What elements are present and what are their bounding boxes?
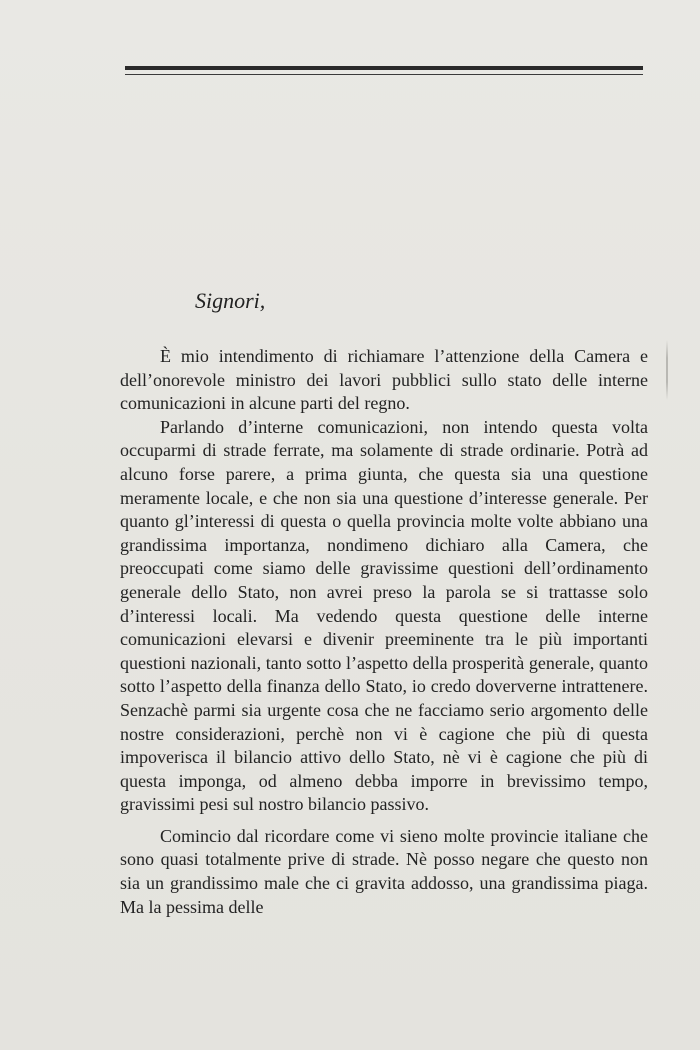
body-text	[120, 345, 648, 919]
salutation: Signori,	[195, 288, 266, 313]
paragraph-3: Comincio dal ricordare come vi sieno molte provincie italiane che sono quasi totalmente prive di strade. Nè posso negare che questo non sia un grandissimo male che ci gravita addosso, una grandissima piaga. Ma la pessima delle	[120, 825, 648, 917]
paragraph-2: Parlando d’interne comunicazioni, non intendo questa volta occuparmi di strade ferrate, ma solamente di strade ordinarie. Potrà ad alcuno forse parere, a prima giunta, che questa sia una questione meramente locale, e che non sia una questione d’interesse generale. Per quanto gl’interessi di questa o quella provincia molte volte abbiano una grandissima importanza, nondimeno dichiaro alla Camera, che preoccupati come siamo delle gravissime questioni dell’ordinamento generale dello Stato, non avrei preso la parola se si trattasse solo d’interessi locali. Ma vedendo questa questione delle interne comunicazioni elevarsi e divenir preeminente tra le più importanti questioni nazionali, tanto sotto l’aspetto della prosperità generale, quanto sotto l’aspetto della finanza dello Stato, io credo doververne intrattenere. Senzachè parmi sia urgente cosa che ne facciamo serio argomento delle nostre considerazioni, perchè non vi è cagione che più di questa impoverisca il bilancio attivo dello Stato, nè vi è cagione che più di questa imponga, od almeno debba imporre in brevissimo tempo, gravissimi pesi sul nostro bilancio passivo.	[120, 416, 648, 815]
header-rule-thin	[125, 74, 643, 75]
header-rule-thick	[125, 66, 643, 70]
page-edge-mark	[666, 340, 668, 400]
paragraph-1: È mio intendimento di richiamare l’attenzione della Camera e dell’onorevole ministro dei lavori pubblici sullo stato delle interne comunicazioni in alcune parti del regno.	[120, 346, 648, 414]
